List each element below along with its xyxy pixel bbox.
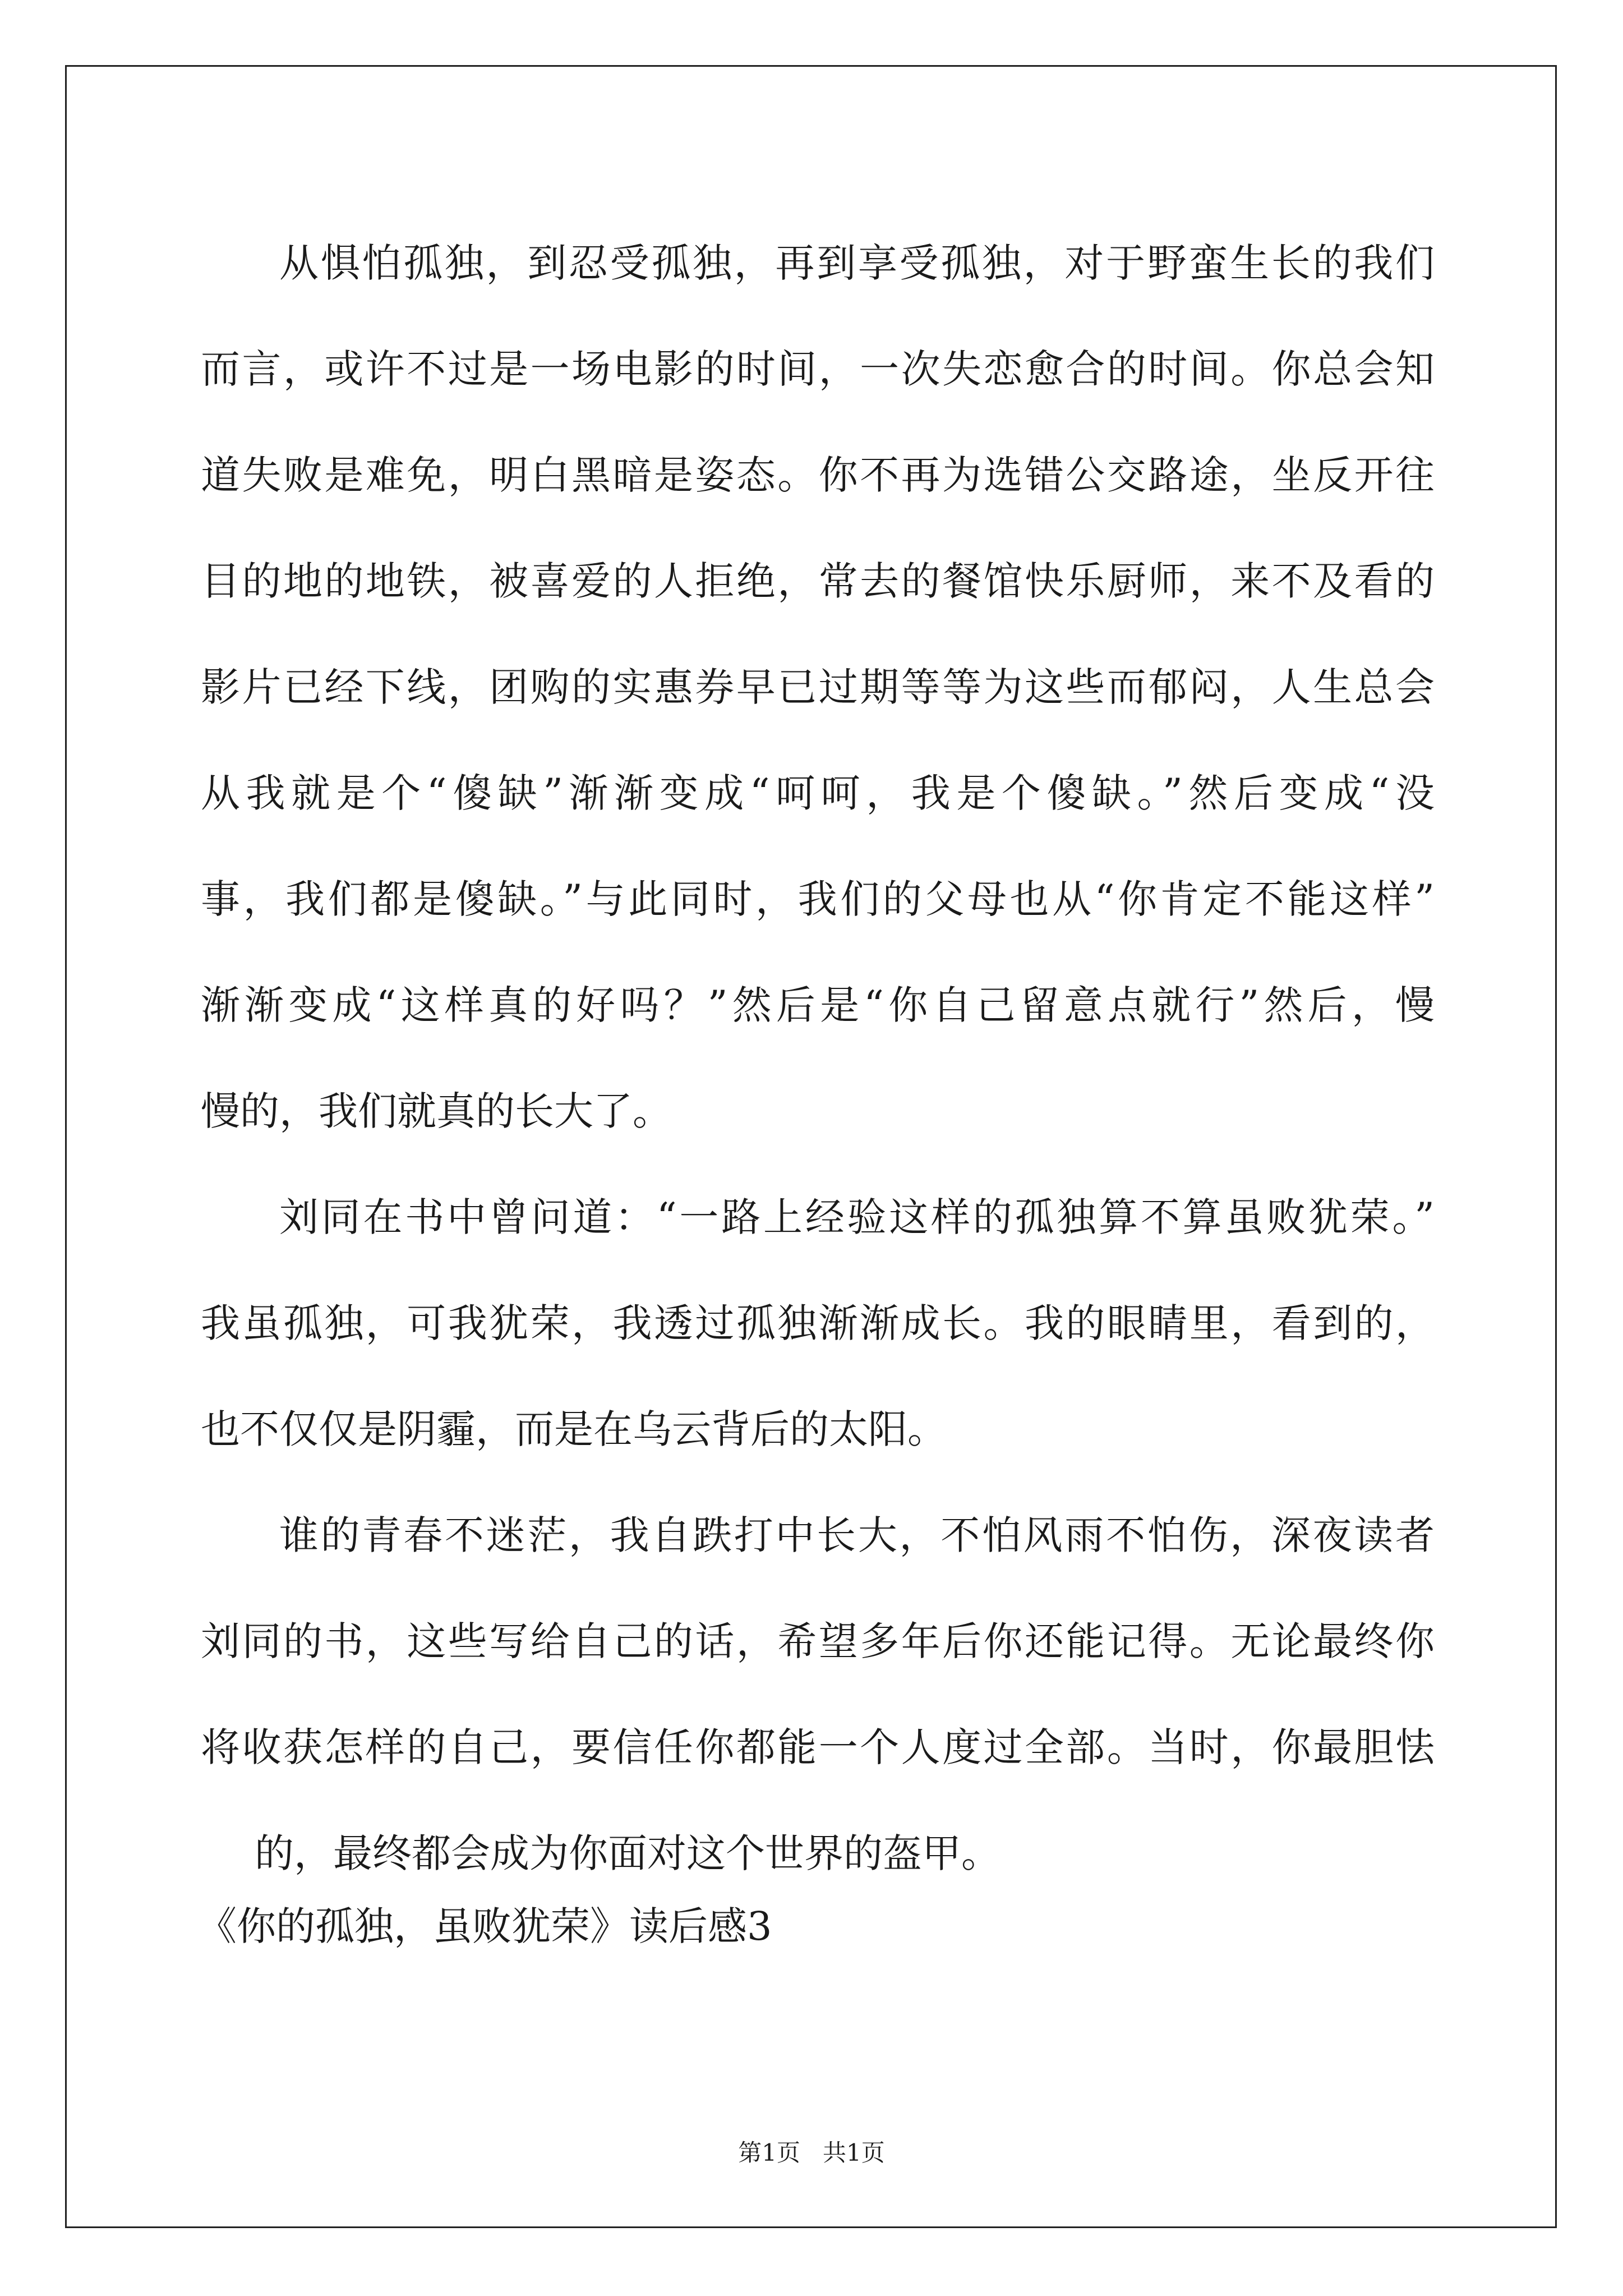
text-line: 从惧怕孤独，到忍受孤独，再到享受孤独，对于野蛮生长的我们 [279, 240, 1435, 286]
text-line: 将收获怎样的自己，要信任你都能一个人度过全部。当时，你最胆怯 [201, 1724, 1435, 1770]
text-line: 目的地的地铁，被喜爱的人拒绝，常去的餐馆快乐厨师，来不及看的 [201, 558, 1435, 604]
text-line: 我虽孤独，可我犹荣，我透过孤独渐渐成长。我的眼睛里，看到的， [201, 1300, 1435, 1346]
text-line: 的，最终都会成为你面对这个世界的盔甲。 [255, 1830, 1000, 1876]
text-line: 刘同的书，这些写给自己的话，希望多年后你还能记得。无论最终你 [201, 1618, 1435, 1664]
text-line: 影片已经下线，团购的实惠券早已过期等等为这些而郁闷，人生总会 [201, 664, 1435, 710]
page-footer: 第1页 共1页 [738, 2139, 885, 2166]
text-line: 渐渐变成“这样真的好吗？”然后是“你自己留意点就行”然后，慢 [201, 982, 1435, 1028]
text-line: 事，我们都是傻缺。”与此同时，我们的父母也从“你肯定不能这样” [201, 876, 1435, 922]
text-line: 谁的青春不迷茫，我自跌打中长大，不怕风雨不怕伤，深夜读者 [279, 1512, 1435, 1558]
section-heading: 《你的孤独，虽败犹荣》读后感3 [197, 1903, 772, 1949]
text-line: 慢的，我们就真的长大了。 [201, 1088, 672, 1134]
text-line: 而言，或许不过是一场电影的时间，一次失恋愈合的时间。你总会知 [201, 346, 1435, 392]
text-line: 从我就是个“傻缺”渐渐变成“呵呵，我是个傻缺。”然后变成“没 [201, 770, 1435, 816]
document-body [201, 210, 1435, 1907]
text-line: 道失败是难免，明白黑暗是姿态。你不再为选错公交路途，坐反开往 [201, 452, 1435, 498]
text-line: 刘同在书中曾问道：“一路上经验这样的孤独算不算虽败犹荣。” [279, 1194, 1435, 1240]
text-line: 也不仅仅是阴霾，而是在乌云背后的太阳。 [201, 1406, 947, 1452]
